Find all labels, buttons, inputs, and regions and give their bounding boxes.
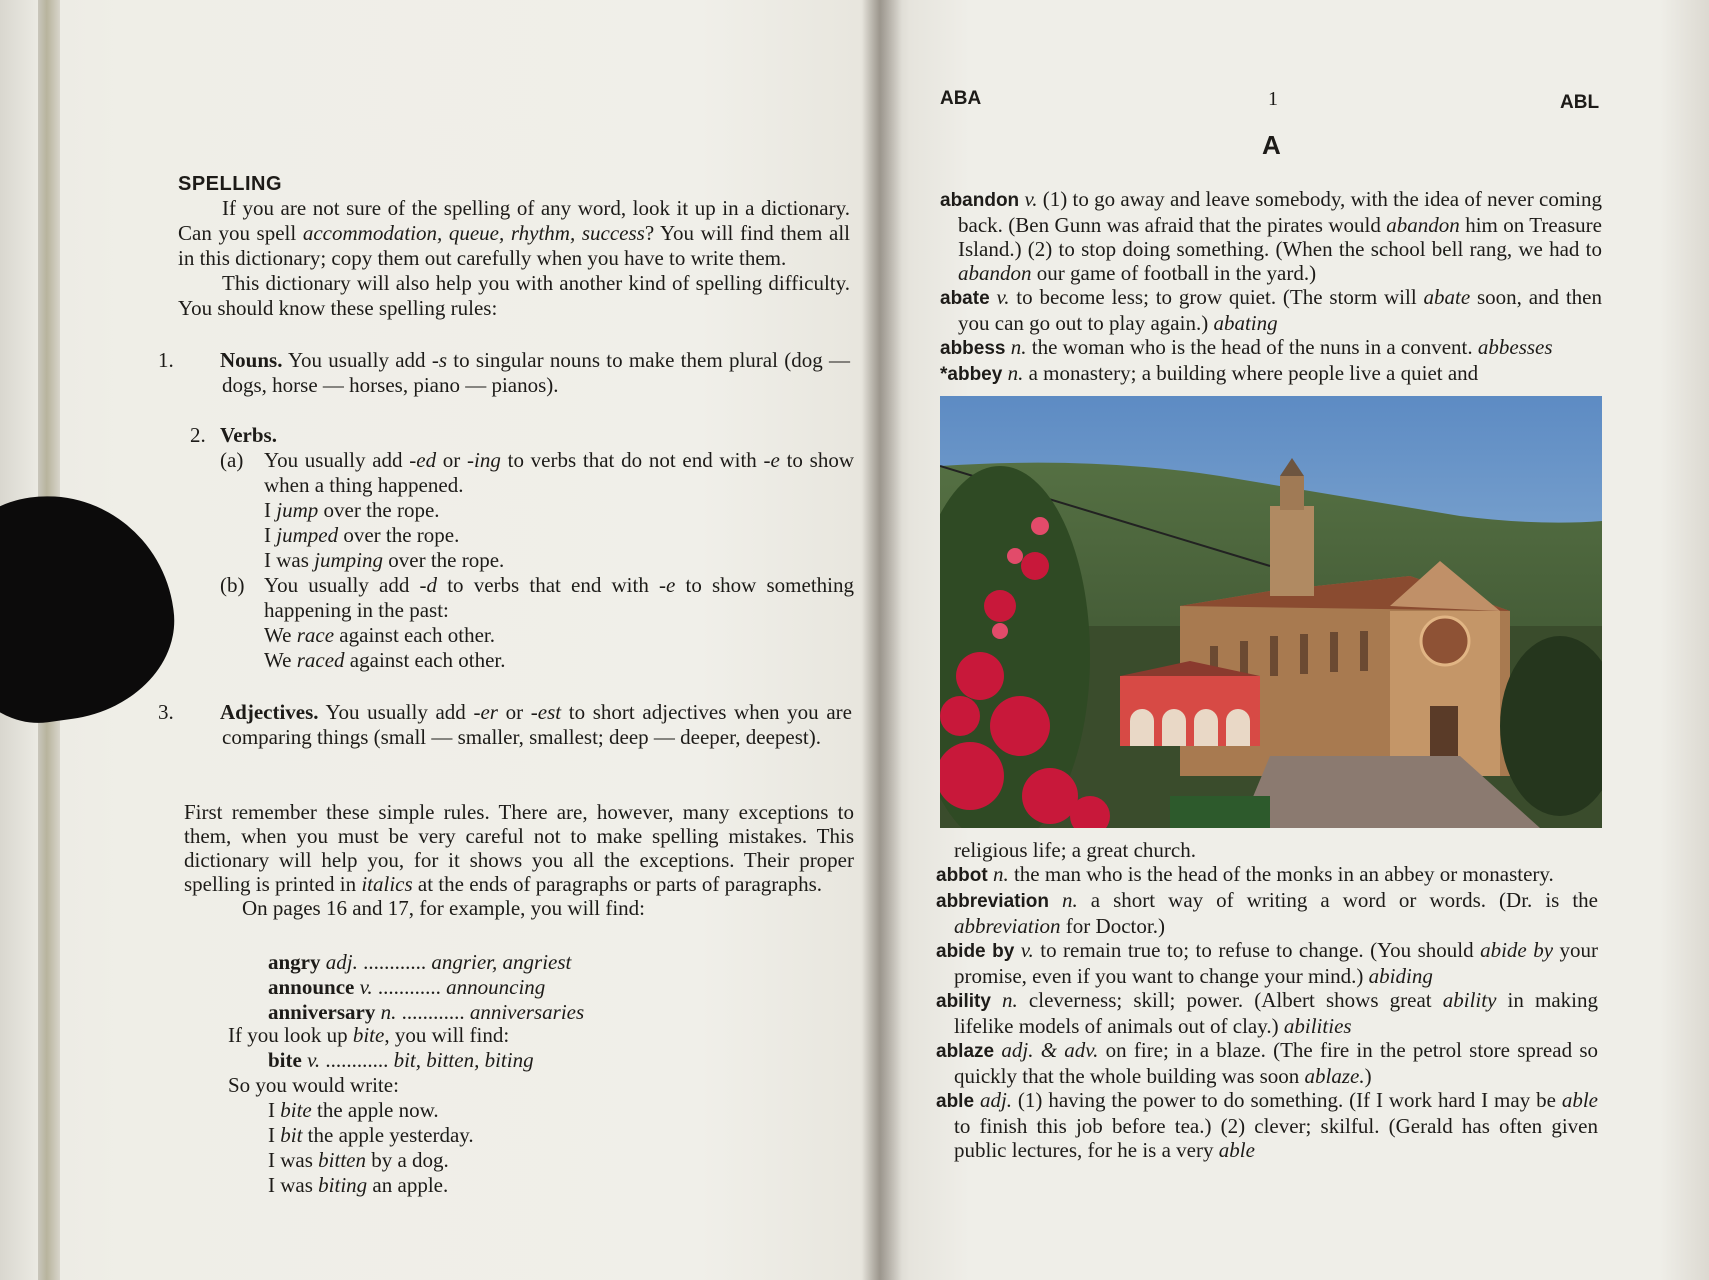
section-letter: A	[1262, 130, 1281, 160]
example-line: We race against each other.	[264, 623, 495, 647]
dictionary-entry: abbot n. the man who is the head of the monks in an abbey or monastery.	[936, 862, 1554, 886]
dictionary-entry: abandon v. (1) to go away and leave somebody, with the idea of never coming back. (Ben Gunn was afraid that the pirates would abandon him on Treasure Island.) (2) to stop doing something. (When the school bell rang, we had to abandon our game of football in the yard.)	[940, 187, 1603, 285]
abbey-photo	[940, 396, 1602, 828]
book-gutter	[862, 0, 902, 1280]
entries-bottom	[936, 862, 1598, 1162]
example-entry: anniversary n. ............ anniversaries	[268, 1000, 585, 1024]
entry-headword: abate	[940, 288, 990, 309]
dictionary-entry: able adj. (1) having the power to do something. (If I work hard I may be able to finish this job before tea.) (2) clever; skilful. (Gerald has often given public lectures, for he is a very able	[936, 1088, 1598, 1162]
bite-lookup: If you look up bite, you will find: bite v. ............ bit, bitten, biting So you would write: I bite the apple now. I bit the apple yesterday. I was bitten by a dog. I was biting an apple.	[228, 1023, 828, 1198]
entry-headword: able	[936, 1091, 975, 1112]
example-entry: announce v. ............ announcing	[268, 975, 546, 999]
write-example: I bit the apple yesterday.	[268, 1123, 474, 1147]
entry-headword: ablaze	[936, 1041, 995, 1062]
entries-top	[940, 187, 1602, 387]
entry-part-of-speech: n.	[1002, 988, 1018, 1012]
rule-verbs: 2. Verbs. (a) You usually add -ed or -ing to verbs that do not end with -e to show when a thing happened. I jump over the rope. I jumped over the rope. I was jumping over the rope. (b) You usually add -d to verbs that end with -e to show something happening in the past: We race against each other. We raced against each other.	[190, 423, 855, 672]
write-example: I was biting an apple.	[268, 1173, 449, 1197]
dictionary-entry: ablaze adj. & adv. on fire; in a blaze. (The fire in the petrol store spread so quickly that the whole building was soon ablaze.)	[936, 1038, 1599, 1088]
rule-adjectives: 3. Adjectives. You usually add -er or -est to short adjectives when you are comparing things (small — smaller, smallest; deep — deeper, deepest).	[158, 700, 852, 749]
abbey-continuation: religious life; a great church.	[954, 838, 1196, 862]
write-example: I was bitten by a dog.	[268, 1148, 449, 1172]
entry-part-of-speech: v.	[1020, 938, 1034, 962]
guide-word-right: ABL	[1560, 92, 1600, 113]
exceptions-paragraph: First remember these simple rules. There are, however, many exceptions to them, when you must be very careful not to make spelling mistakes. This dictionary will help you, for it shows you all the exceptions. Their proper spelling is printed in italics at the ends of paragraphs or parts of paragraphs. On pages 16 and 17, for example, you will find:	[184, 800, 854, 920]
entry-part-of-speech: v.	[996, 285, 1010, 309]
pages-line: On pages 16 and 17, for example, you will find:	[242, 896, 645, 920]
dictionary-entry: abide by v. to remain true to; to refuse to change. (You should abide by your promise, even if you want to change your mind.) abiding	[936, 938, 1599, 988]
dictionary-entry: abbreviation n. a short way of writing a word or words. (Dr. is the abbreviation for Doctor.)	[936, 888, 1599, 938]
bite-entry: bite v. ............ bit, bitten, biting	[268, 1048, 534, 1072]
spelling-intro: If you are not sure of the spelling of any word, look it up in a dictionary. Can you spell accommodation, queue, rhythm, success? You will find them all in this dictionary; copy them out carefully when you have to write them. This dictionary will also help you with another kind of spelling difficulty. You should know these spelling rules:	[178, 196, 850, 320]
spelling-heading: SPELLING	[178, 173, 283, 195]
entry-headword: abbess	[940, 338, 1006, 359]
example-entry: angry adj. ............ angrier, angriest	[268, 950, 572, 974]
so-line: So you would write:	[228, 1073, 399, 1097]
example-line: I jump over the rope.	[264, 498, 440, 522]
spelling-intro-2: This dictionary will also help you with another kind of spelling difficulty. You should know these spelling rules:	[178, 271, 850, 320]
entry-headword: ability	[936, 991, 991, 1012]
entry-headword: abbot	[936, 865, 988, 886]
dictionary-entry: abate v. to become less; to grow quiet. (The storm will abate soon, and then you can go out to play again.) abating	[940, 285, 1603, 335]
dictionary-entry: *abbey n. a monastery; a building where people live a quiet and	[940, 361, 1479, 385]
example-line: I was jumping over the rope.	[264, 548, 505, 572]
example-line: I jumped over the rope.	[264, 523, 460, 547]
write-example: I bite the apple now.	[268, 1098, 439, 1122]
page-number: 1	[1268, 88, 1278, 110]
entry-headword: abide by	[936, 941, 1015, 962]
entry-headword: abandon	[940, 190, 1020, 211]
example-line: We raced against each other.	[264, 648, 506, 672]
entry-part-of-speech: adj.	[979, 1088, 1013, 1112]
entry-headword: *abbey	[940, 364, 1003, 385]
entry-part-of-speech: n.	[1062, 888, 1078, 912]
rule-nouns: 1. Nouns. You usually add -s to singular nouns to make them plural (dog — dogs, horse — horses, piano — pianos).	[158, 348, 850, 397]
dictionary-entry: ability n. cleverness; skill; power. (Albert shows great ability in making lifelike models of animals out of clay.) abilities	[936, 988, 1598, 1038]
entry-part-of-speech: n.	[1007, 361, 1024, 385]
guide-word-left: ABA	[940, 88, 982, 109]
entry-part-of-speech: n.	[1010, 335, 1027, 359]
dictionary-entry: abbess n. the woman who is the head of the nuns in a convent. abbesses	[940, 335, 1553, 359]
entry-part-of-speech: v.	[1024, 187, 1038, 211]
reader-thumb	[0, 480, 187, 735]
entry-part-of-speech: adj. & adv.	[1001, 1038, 1099, 1062]
example-entries	[268, 950, 828, 1025]
entry-part-of-speech: n.	[992, 862, 1009, 886]
entry-headword: abbreviation	[936, 891, 1049, 912]
